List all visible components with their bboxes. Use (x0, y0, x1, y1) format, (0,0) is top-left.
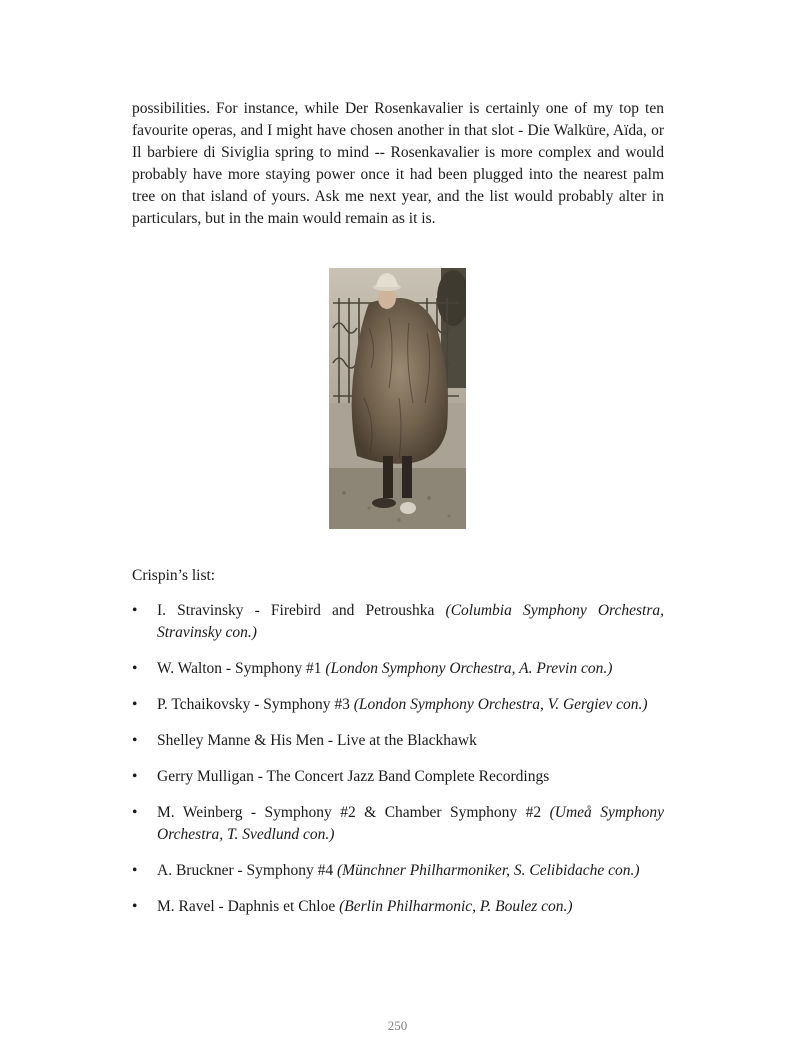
performers: (London Symphony Orchestra, V. Gergiev con.) (353, 696, 648, 713)
page-number: 250 (387, 1018, 408, 1033)
performers: (Columbia Symphony Orchestra, Stravinsky con.) (157, 602, 664, 641)
work-title: I. Stravinsky - Firebird and Petroushka (157, 602, 446, 619)
performers: (Umeå Symphony Orchestra, T. Svedlund con.) (157, 804, 664, 843)
bullet-icon: • (132, 602, 138, 619)
list-item (132, 694, 664, 716)
performers: (London Symphony Orchestra, A. Previn con.) (325, 660, 613, 677)
bullet-icon: • (132, 862, 138, 879)
bullet-icon: • (132, 768, 138, 785)
work-title: M. Ravel - Daphnis et Chloe (157, 898, 340, 915)
list-heading: Crispin’s list: (132, 567, 216, 584)
bullet-icon: • (132, 696, 138, 713)
list-item (132, 600, 664, 644)
list-item (132, 766, 664, 788)
work-title: W. Walton - Symphony #1 (157, 660, 326, 677)
list-item (132, 730, 664, 752)
list-item (132, 896, 664, 918)
list-item (132, 802, 664, 846)
list-item (132, 658, 664, 680)
bullet-icon: • (132, 732, 138, 749)
work-title: M. Weinberg - Symphony #2 & Chamber Symphony #2 (157, 804, 550, 821)
fur-coat-photo (329, 268, 466, 529)
performers: (Münchner Philharmoniker, S. Celibidache con.) (336, 862, 640, 879)
work-title: A. Bruckner - Symphony #4 (157, 862, 337, 879)
work-title: P. Tchaikovsky - Symphony #3 (157, 696, 354, 713)
recordings-list (132, 600, 664, 932)
work-title: Gerry Mulligan - The Concert Jazz Band Complete Recordings (157, 768, 550, 785)
bullet-icon: • (132, 898, 138, 915)
performers: (Berlin Philharmonic, P. Boulez con.) (339, 898, 573, 915)
bullet-icon: • (132, 804, 138, 821)
list-item (132, 860, 664, 882)
bullet-icon: • (132, 660, 138, 677)
work-title: Shelley Manne & His Men - Live at the Blackhawk (157, 732, 477, 749)
body-paragraph: possibilities. For instance, while Der Rosenkavalier is certainly one of my top ten favourite operas, and I might have chosen another in that slot - Die Walküre, Aïda, or Il barbiere di Siviglia spring to mind -- Rosenkavalier is more complex and would probably have more staying power once it had been plugged into the nearest palm tree on that island of yours. Ask me next year, and the list would probably alter in particulars, but in the main would remain as it is. (132, 100, 664, 227)
